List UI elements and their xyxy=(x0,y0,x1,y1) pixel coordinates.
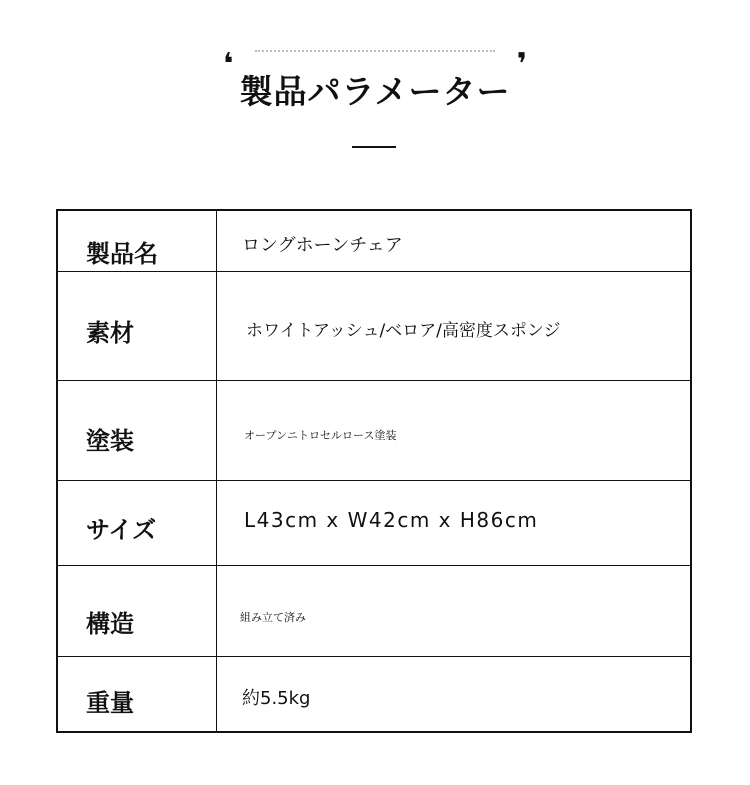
spec-label-cell xyxy=(58,566,217,656)
spec-row-product-name xyxy=(58,211,690,272)
spec-label: 重量 xyxy=(86,689,134,717)
spec-label-cell xyxy=(58,381,217,480)
spec-row-finish xyxy=(58,381,690,481)
spec-label: 製品名 xyxy=(86,240,158,268)
spec-row-size xyxy=(58,481,690,566)
spec-label: 構造 xyxy=(86,610,134,638)
spec-label: サイズ xyxy=(86,516,157,544)
spec-label: 素材 xyxy=(86,319,134,347)
spec-value: 約5.5kg xyxy=(242,688,311,709)
title-decoration xyxy=(255,50,495,60)
spec-row-weight xyxy=(58,657,690,733)
spec-row-material xyxy=(58,272,690,381)
spec-value: L43cm x W42cm x H86cm xyxy=(244,508,539,532)
spec-label: 塗装 xyxy=(86,427,134,455)
spec-value: 組み立て済み xyxy=(240,611,306,624)
spec-table xyxy=(56,209,692,733)
spec-value: オープンニトロセルロース塗装 xyxy=(244,429,397,442)
spec-row-structure xyxy=(58,566,690,657)
right-quote-mark: ❜ xyxy=(516,47,527,82)
left-quote-mark: ❛ xyxy=(223,47,234,82)
spec-value: ロングホーンチェア xyxy=(242,235,403,256)
spec-label-cell xyxy=(58,481,217,565)
spec-value: ホワイトアッシュ/ベロア/高密度スポンジ xyxy=(246,321,561,341)
title-block xyxy=(215,40,535,120)
spec-label-cell xyxy=(58,657,217,733)
page-title: 製品パラメーター xyxy=(239,72,511,111)
title-underline xyxy=(352,146,396,148)
spec-label-cell xyxy=(58,211,217,271)
spec-label-cell xyxy=(58,272,217,380)
